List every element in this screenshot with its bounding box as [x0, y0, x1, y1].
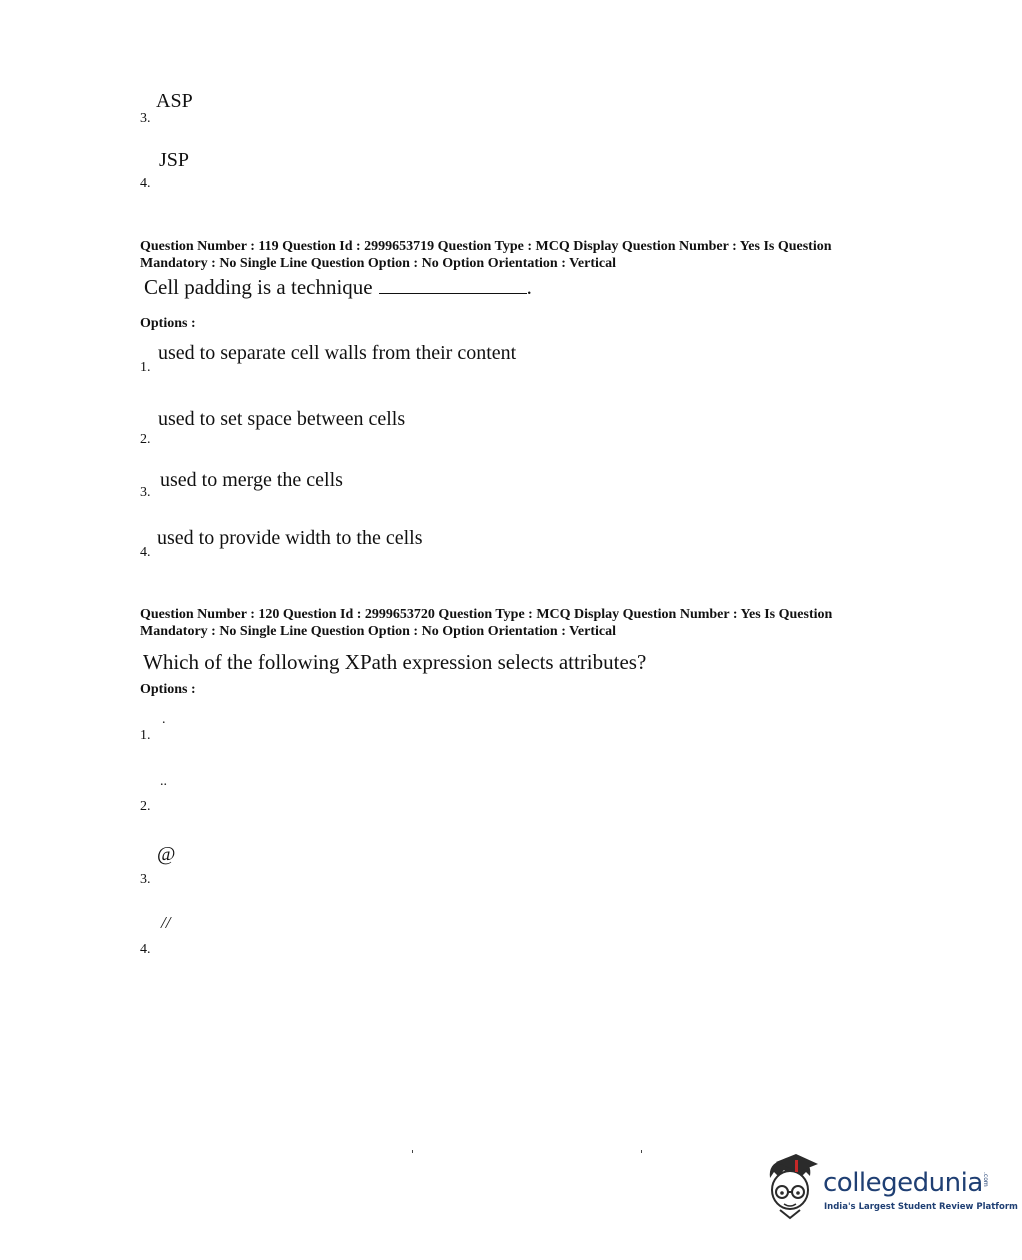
option-number: 2. [140, 432, 151, 447]
option-number: 1. [140, 360, 151, 375]
brand-suffix: .com [982, 1172, 989, 1187]
question-meta-line-1: Question Number : 119 Question Id : 2999653719 Question Type : MCQ Display Question Number : Yes Is Question [140, 239, 832, 254]
scan-mark [641, 1150, 642, 1153]
option-text: @ [157, 843, 176, 865]
question-text: Which of the following XPath expression selects attributes? [143, 650, 647, 674]
fill-in-blank [379, 279, 527, 294]
question-meta-line-2: Mandatory : No Single Line Question Option : No Option Orientation : Vertical [140, 256, 617, 271]
question-stem: Cell padding is a technique [144, 275, 373, 299]
option-number: 2. [140, 799, 151, 814]
option-text: used to merge the cells [160, 469, 343, 491]
brand-tagline: India's Largest Student Review Platform [824, 1202, 1018, 1212]
option-text: used to separate cell walls from their content [158, 342, 517, 364]
option-text: used to set space between cells [158, 408, 406, 430]
brand-name: collegedunia [823, 1168, 983, 1198]
scan-mark [412, 1150, 413, 1153]
options-label: Options : [140, 316, 196, 331]
options-label: Options : [140, 682, 196, 697]
option-text: // [161, 913, 171, 932]
option-number: 4. [140, 942, 151, 957]
option-number: 3. [140, 111, 151, 126]
question-text [144, 275, 532, 300]
question-end: . [526, 275, 532, 299]
option-number: 3. [140, 485, 151, 500]
option-text: used to provide width to the cells [157, 527, 423, 549]
option-number: 4. [140, 545, 151, 560]
option-text: . [162, 712, 166, 727]
option-number: 1. [140, 728, 151, 743]
mascot-icon [762, 1152, 818, 1224]
question-meta-line-2: Mandatory : No Single Line Question Option : No Option Orientation : Vertical [140, 624, 617, 639]
option-text: .. [160, 774, 167, 789]
option-text: ASP [156, 90, 193, 112]
option-text: JSP [159, 149, 190, 171]
option-number: 4. [140, 176, 151, 191]
option-number: 3. [140, 872, 151, 887]
question-meta-line-1: Question Number : 120 Question Id : 2999653720 Question Type : MCQ Display Question Number : Yes Is Question [140, 607, 833, 622]
